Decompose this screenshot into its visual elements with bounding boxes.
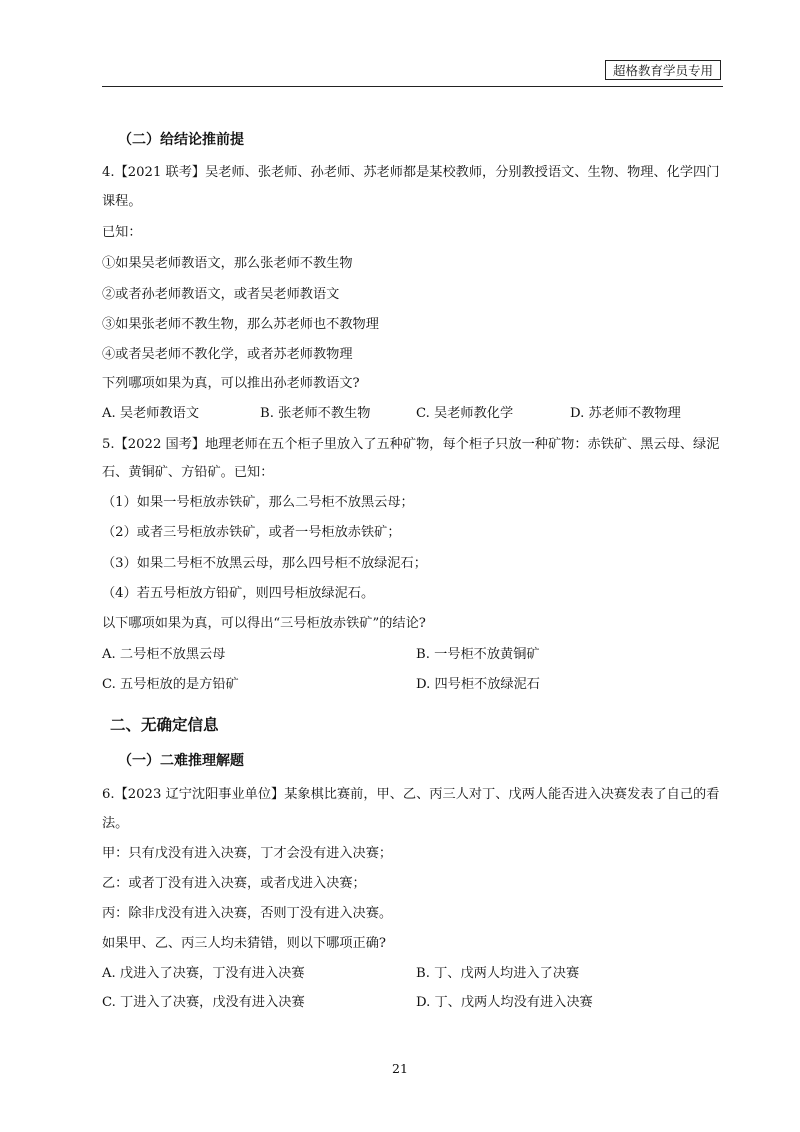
section-title-give-conclusion: （二）给结论推前提 <box>118 132 244 148</box>
q6-option-d: D. 丁、戊两人均没有进入决赛 <box>416 995 593 1010</box>
q4-known-label: 已知： <box>102 225 142 240</box>
q4-condition: ②或者孙老师教语文，或者吴老师教语文 <box>102 287 340 302</box>
q5-option-d: D. 四号柜不放绿泥石 <box>416 677 540 692</box>
q5-option-b: B. 一号柜不放黄铜矿 <box>416 647 540 662</box>
q6-stem-line1: 6.【2023 辽宁沈阳事业单位】某象棋比赛前，甲、乙、丙三人对丁、戊两人能否进入决赛发表了自己的看 <box>102 787 720 802</box>
subsection-title-dilemma: （一）二难推理解题 <box>118 753 244 769</box>
q5-question: 以下哪项如果为真，可以得出“三号柜放赤铁矿”的结论? <box>102 616 426 631</box>
q6-question: 如果甲、乙、丙三人均未猜错，则以下哪项正确? <box>102 936 387 951</box>
q5-option-a: A. 二号柜不放黑云母 <box>102 647 226 662</box>
q5-condition: （4）若五号柜放方铅矿，则四号柜放绿泥石。 <box>102 586 375 601</box>
q4-option-b: B. 张老师不教生物 <box>260 406 371 421</box>
q6-stem-line2: 法。 <box>102 816 129 831</box>
q5-condition: （1）如果一号柜放赤铁矿，那么二号柜不放黑云母； <box>102 495 414 510</box>
q4-option-a: A. 吴老师教语文 <box>102 406 200 421</box>
q5-stem-line2: 石、黄铜矿、方铅矿。已知： <box>102 465 274 480</box>
exclusive-badge: 超格教育学员专用 <box>605 60 721 80</box>
q4-question: 下列哪项如果为真，可以推出孙老师教语文? <box>102 376 360 391</box>
header-divider <box>102 86 723 87</box>
q5-option-c: C. 五号柜放的是方铅矿 <box>102 677 239 692</box>
q6-option-a: A. 戊进入了决赛，丁没有进入决赛 <box>102 966 305 981</box>
q6-statement: 乙：或者丁没有进入决赛，或者戊进入决赛； <box>102 876 366 891</box>
q4-option-d: D. 苏老师不教物理 <box>570 406 681 421</box>
q4-condition: ③如果张老师不教生物，那么苏老师也不教物理 <box>102 317 379 332</box>
q6-option-c: C. 丁进入了决赛，戊没有进入决赛 <box>102 995 305 1010</box>
page-number: 21 <box>392 1061 408 1076</box>
q6-statement: 甲：只有戊没有进入决赛，丁才会没有进入决赛； <box>102 846 393 861</box>
q4-stem-line1: 4.【2021 联考】吴老师、张老师、孙老师、苏老师都是某校教师，分别教授语文、生物、物理、化学四门 <box>102 165 720 180</box>
q4-stem-line2: 课程。 <box>102 194 142 209</box>
q4-option-c: C. 吴老师教化学 <box>416 406 514 421</box>
q5-condition: （3）如果二号柜不放黑云母，那么四号柜不放绿泥石； <box>102 556 427 571</box>
section-title-no-definite-info: 二、无确定信息 <box>110 715 219 734</box>
q4-condition: ④或者吴老师不教化学，或者苏老师教物理 <box>102 347 353 362</box>
q4-condition: ①如果吴老师教语文，那么张老师不教生物 <box>102 256 353 271</box>
q5-stem-line1: 5.【2022 国考】地理老师在五个柜子里放入了五种矿物，每个柜子只放一种矿物：赤铁矿、黑云母、绿泥 <box>102 437 720 452</box>
q5-condition: （2）或者三号柜放赤铁矿，或者一号柜放赤铁矿； <box>102 525 401 540</box>
q6-option-b: B. 丁、戊两人均进入了决赛 <box>416 966 580 981</box>
q6-statement: 丙：除非戊没有进入决赛，否则丁没有进入决赛。 <box>102 906 393 921</box>
